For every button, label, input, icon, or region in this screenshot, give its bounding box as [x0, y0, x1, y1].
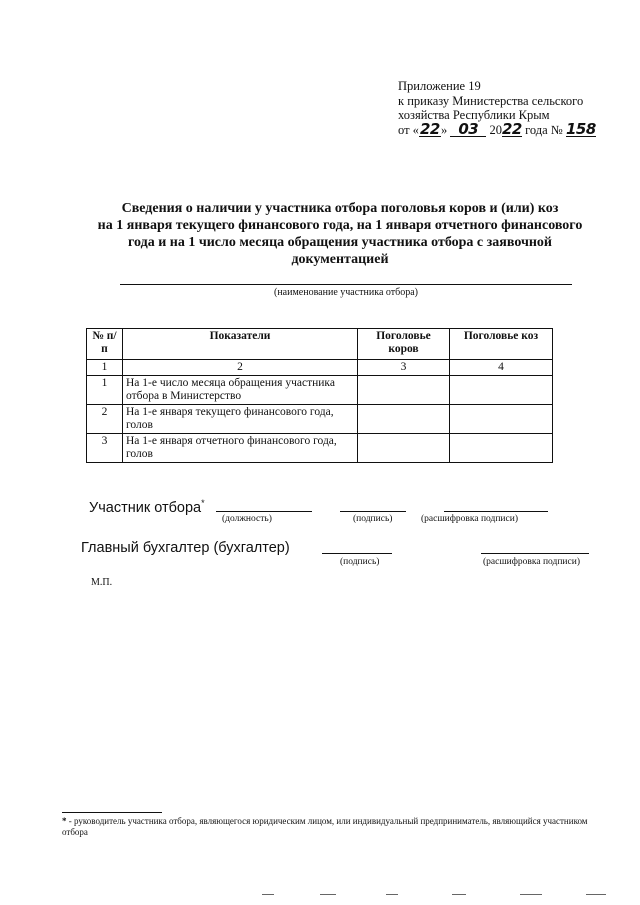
accountant-signature-label: Главный бухгалтер (бухгалтер): [81, 540, 290, 556]
footnote-separator: [62, 812, 162, 813]
title-line-4: документацией: [291, 252, 389, 267]
cows-value-cell: [358, 376, 450, 405]
accountant-signature-line: [322, 553, 392, 554]
accountant-decoding-caption: (расшифровка подписи): [483, 557, 580, 567]
signature-line: [340, 511, 406, 512]
table-row: [87, 376, 553, 405]
order-day: 22: [420, 119, 440, 138]
document-header: [398, 79, 596, 137]
footnote: [62, 816, 602, 838]
goats-value-cell: [450, 405, 553, 434]
table-header-row: [87, 329, 553, 360]
title-line-2: на 1 января текущего финансового года, на 1 января отчетного финансового: [97, 218, 583, 233]
date-prefix: от «: [398, 122, 419, 137]
column-number: 3: [358, 360, 450, 376]
scan-mark: [520, 894, 542, 895]
ministry-line: хозяйства Республики Крым: [398, 108, 550, 122]
accountant-decoding-line: [481, 553, 589, 554]
goats-value-cell: [450, 434, 553, 463]
order-month: 03: [450, 123, 486, 137]
table-row: [87, 405, 553, 434]
stamp-place-label: М.П.: [91, 577, 113, 588]
scan-mark: [586, 894, 606, 895]
accountant-signature-caption: (подпись): [340, 557, 380, 567]
row-indicator: На 1-е января текущего финансового года, голов: [123, 405, 358, 434]
header-cell-goats: Поголовье коз: [450, 329, 553, 360]
header-cell-indicator: Показатели: [123, 329, 358, 360]
row-indicator: На 1-е января отчетного финансового года, голов: [123, 434, 358, 463]
year-prefix: 20: [489, 122, 502, 137]
document-title: [70, 200, 610, 268]
header-cell-cows: Поголовье коров: [358, 329, 450, 360]
header-cell-num: № п/п: [87, 329, 123, 360]
cows-value-cell: [358, 405, 450, 434]
scan-mark: [452, 894, 466, 895]
order-ref-line: к приказу Министерства сельского: [398, 93, 584, 108]
goats-value-cell: [450, 376, 553, 405]
row-indicator: На 1-е число месяца обращения участника отбора в Министерство: [123, 376, 358, 405]
column-number: 2: [123, 360, 358, 376]
livestock-table: [86, 328, 553, 463]
table-row: [87, 434, 553, 463]
signature-caption: (подпись): [353, 514, 393, 524]
position-caption: (должность): [222, 514, 272, 524]
row-number: 1: [87, 376, 123, 405]
participant-label-text: Участник отбора: [89, 499, 202, 516]
title-line-1: Сведения о наличии у участника отбора поголовья коров и (или) коз: [121, 201, 559, 216]
appendix-label: Приложение 19: [398, 79, 481, 93]
table-column-numbers-row: [87, 360, 553, 376]
cows-value-cell: [358, 434, 450, 463]
decoding-caption: (расшифровка подписи): [421, 514, 518, 524]
date-mid: »: [440, 122, 448, 137]
order-number: 158: [565, 119, 596, 138]
title-line-3: года и на 1 число месяца обращения участника отбора с заявочной: [128, 235, 552, 250]
scan-mark: [262, 894, 274, 895]
order-year: 22: [502, 119, 522, 138]
footnote-asterisk: *: [62, 816, 67, 826]
column-number: 4: [450, 360, 553, 376]
row-number: 3: [87, 434, 123, 463]
participant-footnote-mark: *: [201, 498, 205, 508]
scan-mark: [320, 894, 336, 895]
row-number: 2: [87, 405, 123, 434]
participant-signature-label: [89, 498, 205, 516]
participant-name-caption: (наименование участника отбора): [274, 287, 418, 298]
order-date-line: [398, 119, 596, 138]
column-number: 1: [87, 360, 123, 376]
scan-mark: [386, 894, 398, 895]
footnote-text: - руководитель участника отбора, являющегося юридическим лицом, или индивидуальный предприниматель, являющийся участником отбора: [62, 816, 588, 837]
position-line: [216, 511, 312, 512]
year-word: года №: [525, 122, 563, 137]
decoding-line: [444, 511, 548, 512]
participant-name-line: [120, 284, 572, 285]
